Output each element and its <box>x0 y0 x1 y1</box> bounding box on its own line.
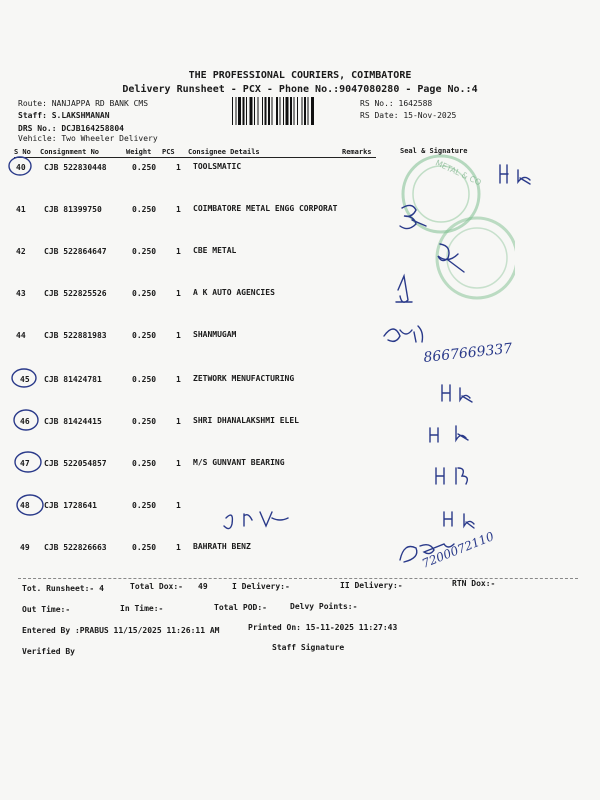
row-weight: 0.250 <box>132 417 157 426</box>
row-weight: 0.250 <box>132 247 157 256</box>
row-consignee: SHRI DHANALAKSHMI ELEL <box>193 416 299 425</box>
row-sno: 40 <box>16 163 26 172</box>
row-sno: 45 <box>20 375 30 384</box>
i-delivery: I Delivery:- <box>232 582 290 591</box>
row-weight: 0.250 <box>132 501 157 510</box>
signature-48 <box>444 512 474 528</box>
in-time: In Time:- <box>120 604 164 613</box>
row-pcs: 1 <box>176 375 181 384</box>
row-consignment-no: CJB 81424781 <box>44 375 102 384</box>
handwritten-phone-49: 7200072110 <box>419 529 496 571</box>
row-pcs: 1 <box>176 331 181 340</box>
sno-circle-48 <box>17 495 43 515</box>
ii-delivery: II Delivery:- <box>340 581 403 590</box>
row-weight: 0.250 <box>132 331 157 340</box>
row-consignment-no: CJB 1728641 <box>44 501 97 510</box>
signature-43 <box>396 276 412 302</box>
col-consignee: Consignee Details <box>188 148 260 156</box>
row-consignment-no: CJB 522825526 <box>44 289 107 298</box>
total-dox-value: 49 <box>198 582 208 591</box>
company-title: THE PROFESSIONAL COURIERS, COIMBATORE <box>188 70 412 81</box>
out-time: Out Time:- <box>22 605 71 614</box>
row-weight: 0.250 <box>132 289 157 298</box>
row-pcs: 1 <box>176 501 181 510</box>
row-weight: 0.250 <box>132 459 157 468</box>
row-consignee: COIMBATORE METAL ENGG CORPORAT <box>193 204 338 213</box>
row-consignee: SHANMUGAM <box>193 330 237 339</box>
signature-45 <box>442 385 472 402</box>
row-sno: 48 <box>20 501 30 510</box>
runsheet-subtitle: Delivery Runsheet - PCX - Phone No.:9047080280 - Page No.:4 <box>122 84 478 95</box>
rtn-dox: RTN Dox:- <box>452 579 496 588</box>
row-sno: 49 <box>20 543 30 552</box>
sno-circle-47 <box>15 452 41 472</box>
signature-47 <box>436 468 467 484</box>
row-pcs: 1 <box>176 417 181 426</box>
rs-number: RS No.: 1642588 <box>360 99 433 108</box>
sno-circle-45 <box>12 369 36 387</box>
row-consignee: CBE METAL <box>193 246 237 255</box>
tot-runsheet: Tot. Runsheet:- 4 <box>22 584 104 593</box>
row-weight: 0.250 <box>132 163 157 172</box>
row-consignment-no: CJB 522826663 <box>44 543 107 552</box>
total-pod: Total POD:- <box>214 603 267 612</box>
staff-signature: Staff Signature <box>272 643 345 652</box>
col-consignment: Consignment No <box>40 148 100 156</box>
signature-44 <box>384 326 423 342</box>
total-dox-label: Total Dox:- <box>130 582 183 591</box>
row-sno: 47 <box>20 459 30 468</box>
row-pcs: 1 <box>176 247 181 256</box>
row-consignment-no: CJB 522054857 <box>44 459 107 468</box>
row-weight: 0.250 <box>132 205 157 214</box>
route-text: Route: NANJAPPA RD BANK CMS <box>18 99 149 108</box>
row-pcs: 1 <box>176 289 181 298</box>
row-consignment-no: CJB 81424415 <box>44 417 102 426</box>
drs-number: DRS No.: DCJB164258804 <box>18 124 124 133</box>
row-pcs: 1 <box>176 459 181 468</box>
delvy-points: Delvy Points:- <box>290 602 358 611</box>
row-consignee: M/S GUNVANT BEARING <box>193 458 285 467</box>
col-sno: S No <box>14 148 31 156</box>
handwritten-phone-44: 8667669337 <box>422 340 514 366</box>
row-consignment-no: CJB 81399750 <box>44 205 102 214</box>
row-sno: 41 <box>16 205 26 214</box>
entered-by: Entered By :PRABUS 11/15/2025 11:26:11 AM <box>22 626 220 635</box>
stamp-text: METAL & CO <box>433 158 483 188</box>
sno-circle-40 <box>9 157 31 175</box>
row-consignee: ZETWORK MENUFACTURING <box>193 374 295 383</box>
row-consignee: BAHRATH BENZ <box>193 542 251 551</box>
row-consignee: TOOLSMATIC <box>193 162 242 171</box>
row-sno: 43 <box>16 289 26 298</box>
row-consignee: A K AUTO AGENCIES <box>193 288 275 297</box>
row-sno: 44 <box>16 331 26 340</box>
row-weight: 0.250 <box>132 375 157 384</box>
signature-46 <box>430 426 468 442</box>
rs-date: RS Date: 15-Nov-2025 <box>360 111 457 120</box>
signature-42 <box>438 244 464 272</box>
col-pcs: PCS <box>162 148 175 156</box>
row-sno: 42 <box>16 247 26 256</box>
row-weight: 0.250 <box>132 543 157 552</box>
col-seal-signature: Seal & Signature <box>400 147 468 155</box>
signature-40 <box>500 165 530 184</box>
verified-by: Verified By <box>22 647 75 656</box>
sno-circle-46 <box>14 410 38 430</box>
col-weight: Weight <box>126 148 152 156</box>
signature-48-remarks <box>224 512 288 529</box>
row-consignment-no: CJB 522881983 <box>44 331 107 340</box>
row-consignment-no: CJB 522864647 <box>44 247 107 256</box>
row-pcs: 1 <box>176 205 181 214</box>
row-consignment-no: CJB 522830448 <box>44 163 107 172</box>
signature-41 <box>400 205 426 228</box>
row-sno: 46 <box>20 417 30 426</box>
vehicle-text: Vehicle: Two Wheeler Delivery <box>18 134 158 143</box>
printed-on: Printed On: 15-11-2025 11:27:43 <box>248 623 398 632</box>
row-pcs: 1 <box>176 543 181 552</box>
col-remarks: Remarks <box>342 148 372 156</box>
row-pcs: 1 <box>176 163 181 172</box>
staff-text: Staff: S.LAKSHMANAN <box>18 111 110 120</box>
